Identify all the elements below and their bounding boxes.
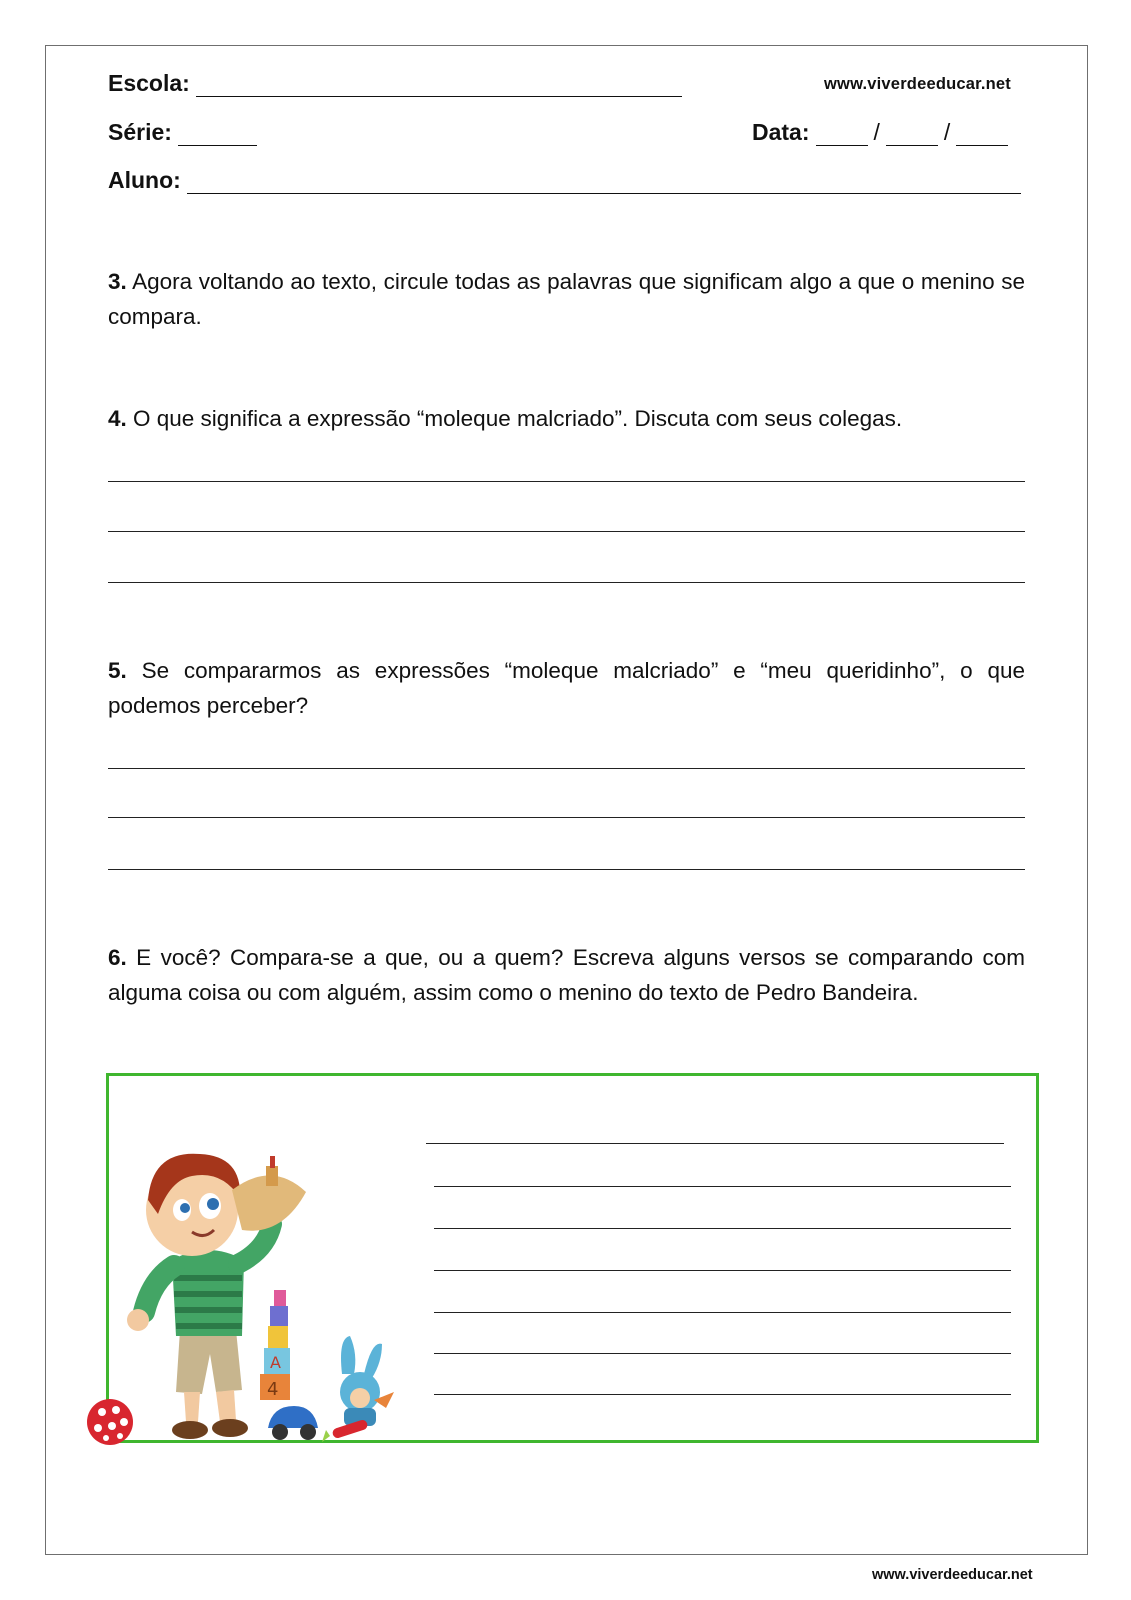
verse-line[interactable] xyxy=(434,1394,1011,1395)
escola-field[interactable] xyxy=(108,70,682,97)
escola-blank[interactable] xyxy=(196,74,682,97)
answer-line[interactable] xyxy=(108,869,1025,870)
data-field[interactable] xyxy=(752,119,1008,146)
question-text: Agora voltando ao texto, circule todas as palavras que significam algo a que o menino se compara. xyxy=(108,269,1025,329)
question-3 xyxy=(108,264,1025,334)
answer-line[interactable] xyxy=(108,531,1025,532)
aluno-blank[interactable] xyxy=(187,171,1021,194)
question-5 xyxy=(108,653,1025,723)
data-month-blank[interactable] xyxy=(886,123,938,146)
data-label: Data: xyxy=(752,119,810,145)
data-day-blank[interactable] xyxy=(816,123,868,146)
toy-boat-icon xyxy=(232,1156,306,1231)
question-number: 6. xyxy=(108,945,127,970)
verse-line[interactable] xyxy=(434,1353,1011,1354)
verse-line[interactable] xyxy=(434,1270,1011,1271)
aluno-label: Aluno: xyxy=(108,167,181,193)
site-url: www.viverdeeducar.net xyxy=(824,75,1011,93)
question-6 xyxy=(108,940,1025,1010)
letter-block: A xyxy=(270,1353,281,1372)
data-separator: / xyxy=(943,119,951,145)
toy-car-icon xyxy=(268,1406,318,1440)
verse-line[interactable] xyxy=(426,1143,1004,1144)
data-year-blank[interactable] xyxy=(956,123,1008,146)
answer-line[interactable] xyxy=(108,582,1025,583)
number-block: 4 xyxy=(267,1379,279,1400)
question-text: E você? Compara-se a que, ou a quem? Escreva alguns versos se comparando com alguma coisa ou com alguém, assim como o menino do texto de Pedro Bandeira. xyxy=(108,945,1025,1005)
verse-line[interactable] xyxy=(434,1228,1011,1229)
question-number: 4. xyxy=(108,406,127,431)
aluno-field[interactable] xyxy=(108,167,1021,194)
serie-blank[interactable] xyxy=(178,123,257,146)
ball-icon xyxy=(87,1399,133,1445)
question-text: Se compararmos as expressões “moleque malcriado” e “meu queridinho”, o que podemos perceber? xyxy=(108,658,1025,718)
bunny-toy-icon xyxy=(340,1336,394,1426)
question-number: 5. xyxy=(108,658,127,683)
toy-blocks-icon xyxy=(260,1290,290,1400)
answer-line[interactable] xyxy=(108,481,1025,482)
escola-label: Escola: xyxy=(108,70,190,96)
serie-field[interactable] xyxy=(108,119,257,146)
answer-line[interactable] xyxy=(108,768,1025,769)
verse-line[interactable] xyxy=(434,1312,1011,1313)
question-text: O que significa a expressão “moleque malcriado”. Discuta com seus colegas. xyxy=(126,406,903,431)
question-4 xyxy=(108,401,1025,436)
verse-line[interactable] xyxy=(434,1186,1011,1187)
footer-url: www.viverdeeducar.net xyxy=(872,1567,1033,1583)
boy-illustration xyxy=(82,1140,422,1470)
data-separator: / xyxy=(873,119,880,145)
serie-label: Série: xyxy=(108,119,172,145)
answer-line[interactable] xyxy=(108,817,1025,818)
question-number: 3. xyxy=(108,269,127,294)
